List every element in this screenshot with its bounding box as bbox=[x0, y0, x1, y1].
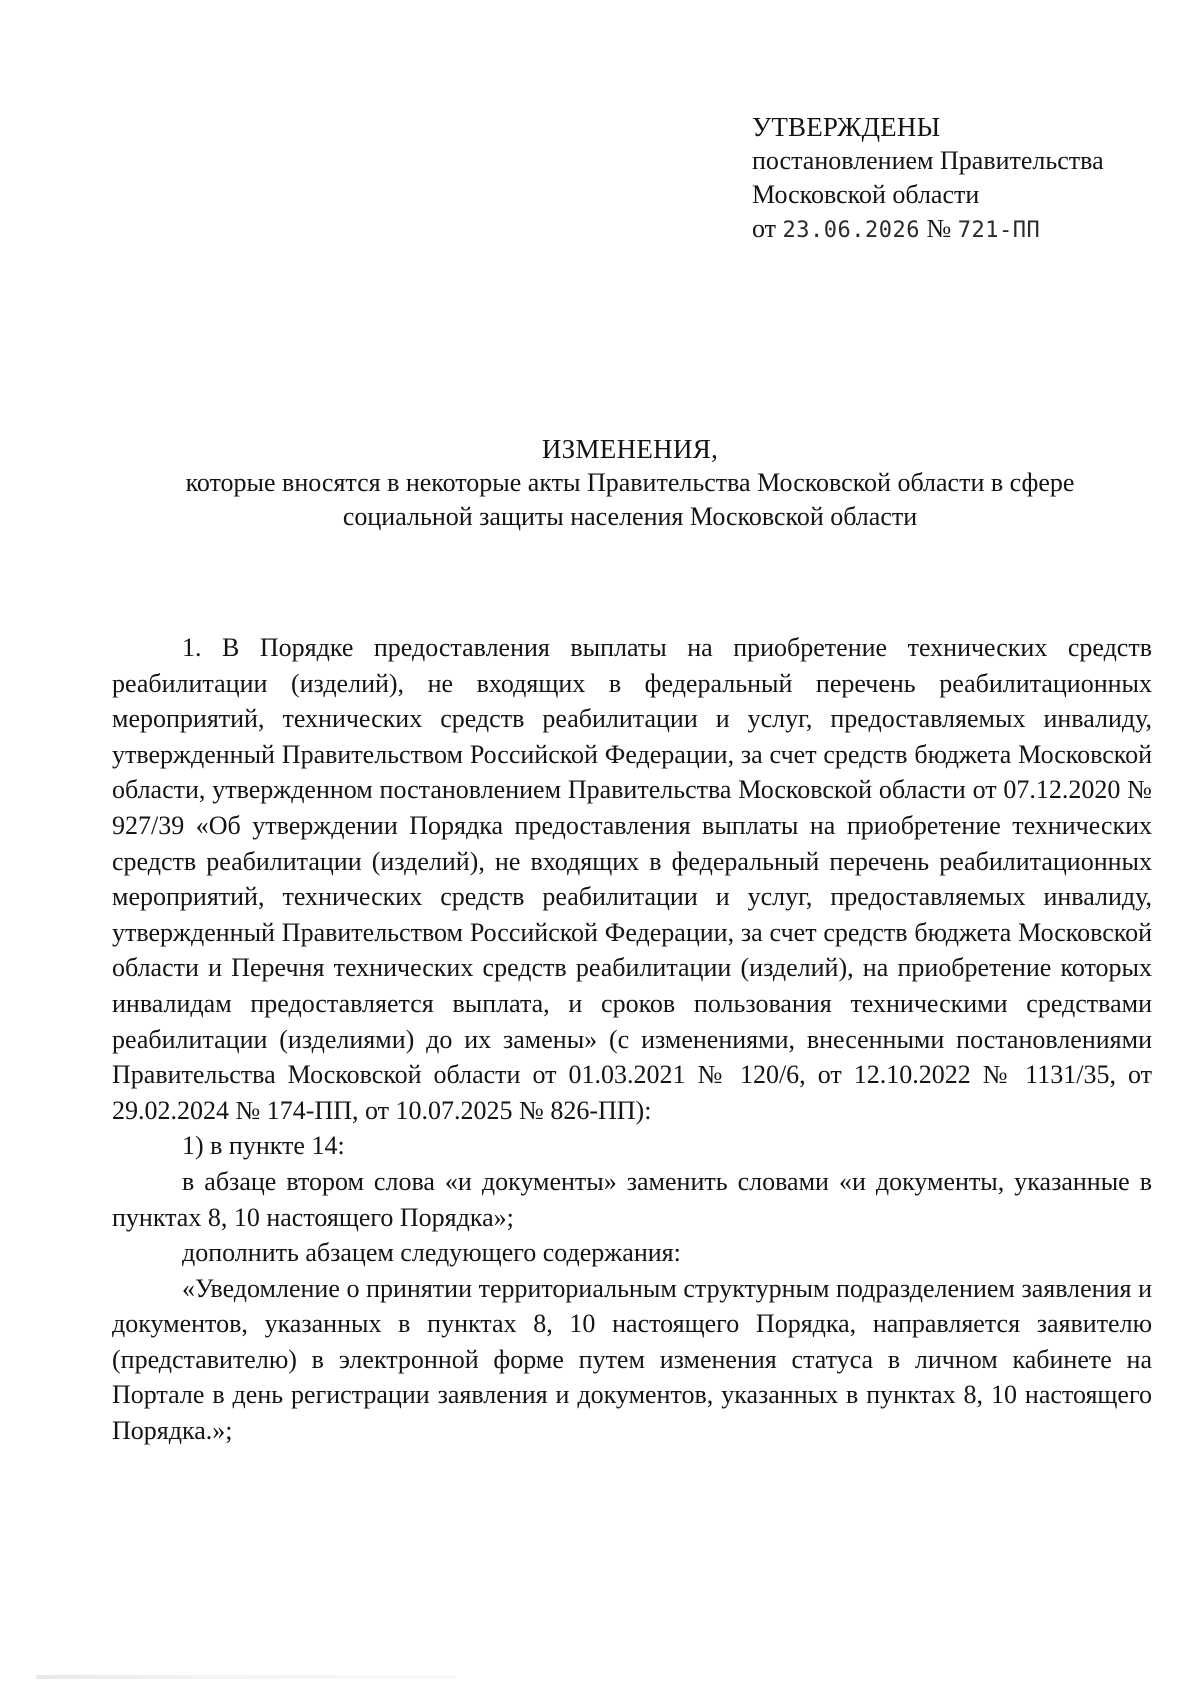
approval-date-row bbox=[752, 212, 1104, 248]
document-heading bbox=[110, 432, 1150, 534]
body-paragraph-4: дополнить абзацем следующего содержания: bbox=[182, 1238, 681, 1268]
body-paragraph-1: 1. В Порядке предоставления выплаты на приобретение технических средств реабилитации (изделий), не входящих в федеральный перечень реабилитационных мероприятий, технических средств реабилитации и услуг, предоставляемых инвалиду, утвержденный Правительством Российской Федерации, за счет средств бюджета Московской области, утвержденном постановлением Правительства Московской области от 07.12.2020 № 927/39 «Об утверждении Порядка предоставления выплаты на приобретение технических средств реабилитации (изделий), не входящих в федеральный перечень реабилитационных мероприятий, технических средств реабилитации и услуг, предоставляемых инвалиду, утвержденный Правительством Российской Федерации, за счет средств бюджета Московской области и Перечня технических средств реабилитации (изделий), на приобретение которых инвалидам предоставляется выплата, и сроков пользования техническими средствами реабилитации (изделиями) до их замены» (с изменениями, внесенными постановлениями Правительства Московской области от 01.03.2021 № 120/6, от 12.10.2022 № 1131/35, от 29.02.2024 № 174-ПП, от 10.07.2025 № 826-ПП): bbox=[112, 633, 1152, 1125]
body-paragraph-3: в абзаце втором слова «и документы» заменить словами «и документы, указанные в пунктах 8, 10 настоящего Порядка»; bbox=[112, 1166, 1152, 1232]
body-paragraph-5: «Уведомление о принятии территориальным структурным подразделением заявления и документов, указанных в пунктах 8, 10 настоящего Порядка, направляется заявителю (представителю) в электронной форме путем изменения статуса в личном кабинете на Портале в день регистрации заявления и документов, указанных в пунктах 8, 10 настоящего Порядка.»; bbox=[112, 1273, 1152, 1446]
approval-title: УТВЕРЖДЕНЫ bbox=[752, 112, 941, 142]
scan-artifact bbox=[36, 1675, 456, 1679]
document-body bbox=[112, 630, 1152, 1449]
approval-line-1: постановлением Правительства bbox=[752, 146, 1104, 175]
heading-title: ИЗМЕНЕНИЯ, bbox=[541, 434, 719, 464]
heading-subtitle-line-2: социальной защиты населения Московской области bbox=[342, 502, 918, 531]
approval-date: 23.06.2026 bbox=[782, 218, 920, 243]
approval-number-sign: № bbox=[926, 214, 952, 243]
approval-line-2: Московской области bbox=[752, 180, 980, 209]
body-paragraph-2: 1) в пункте 14: bbox=[182, 1131, 345, 1161]
approval-date-prefix: от bbox=[752, 214, 777, 243]
approval-block bbox=[752, 110, 1104, 248]
heading-subtitle-line-1: которые вносятся в некоторые акты Правительства Московской области в сфере bbox=[185, 468, 1075, 497]
approval-number: 721-ПП bbox=[957, 218, 1041, 243]
